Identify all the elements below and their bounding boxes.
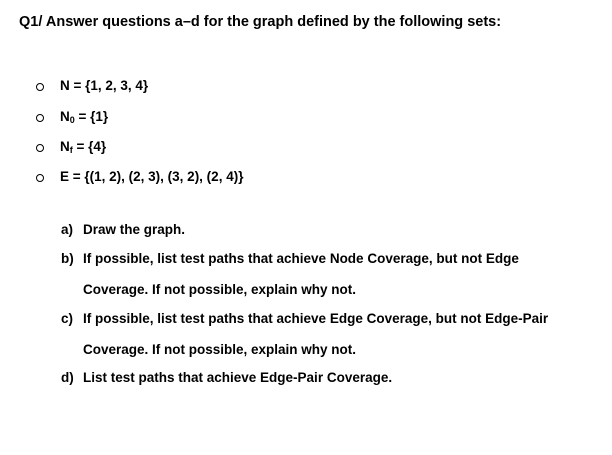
question-letter: b) <box>61 251 74 266</box>
question-letter: d) <box>61 370 74 385</box>
question-text: List test paths that achieve Edge-Pair Coverage. <box>83 370 393 385</box>
bullet-icon <box>36 83 44 91</box>
bullet-icon <box>36 144 44 152</box>
set-definition: E = {(1, 2), (2, 3), (3, 2), (2, 4)} <box>60 169 244 184</box>
question-text: Draw the graph. <box>83 222 186 237</box>
question-text: If possible, list test paths that achieve Edge Coverage, but not Edge-Pair <box>83 311 549 326</box>
question-text: If possible, list test paths that achieve Node Coverage, but not Edge <box>83 251 519 266</box>
bullet-icon <box>36 114 44 122</box>
question-title: Q1/ Answer questions a–d for the graph defined by the following sets: <box>19 14 502 30</box>
bullet-icon <box>36 174 44 182</box>
question-letter: a) <box>61 222 74 237</box>
set-definition: $N_f = \{4\}$ <box>60 139 107 155</box>
question-text-continued: Coverage. If not possible, explain why not. <box>83 342 357 357</box>
question-text-continued: Coverage. If not possible, explain why not. <box>83 282 357 297</box>
set-definition: $N_0 = \{1\}$ <box>60 109 109 125</box>
set-definition: N = {1, 2, 3, 4} <box>60 78 149 93</box>
question-letter: c) <box>61 311 74 326</box>
